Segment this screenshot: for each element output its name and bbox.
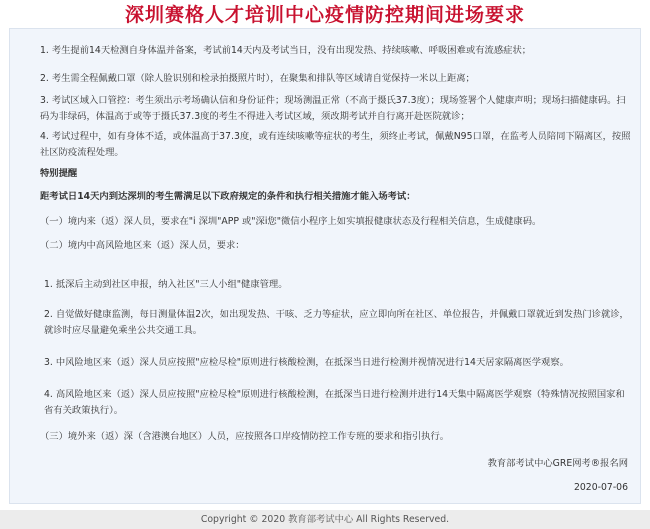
page-title: 深圳赛格人才培训中心疫情防控期间进场要求 — [124, 4, 525, 26]
sub-item-1: 1. 抵深后主动到社区申报，纳入社区"三人小组"健康管理。 — [44, 279, 288, 290]
case-domestic: （一）境内来（返）深人员，要求在"i 深圳"APP 或"深i您"微信小程序上如实填报健康状态及行程相关信息，生成健康码。 — [40, 216, 542, 227]
footer-copyright: Copyright © 2020 教育部考试中心 All Rights Reserved. — [0, 510, 650, 529]
sub-item-4: 4. 高风险地区来（返）深人员应按照"应检尽检"原则进行核酸检测，在抵深当日进行检测并进行14天集中隔离医学观察（特殊情况按照国家和省有关政策执行）。 — [44, 389, 625, 416]
item-3: 3. 考试区域入口管控：考生须出示考场确认信和身份证件；现场测温正常（不高于摄氏37.3度）；现场签署个人健康声明；现场扫描健康码。扫码为非绿码，体温高于或等于摄氏37.3度的考生不得进入考试区域，须改期考试并自行离开赴医院就诊； — [40, 95, 626, 122]
date: 2020-07-06 — [573, 482, 628, 493]
item-4: 4. 考试过程中，如有身体不适，或体温高于37.3度，或有连续咳嗽等症状的考生，须终止考试，佩戴N95口罩，在监考人员陪同下隔离区，按照社区防疫流程处理。 — [40, 131, 631, 158]
item-2: 2. 考生需全程佩戴口罩（除人脸识别和检录拍摄照片时），在聚集和排队等区域请自觉保持一米以上距离； — [40, 73, 475, 84]
notice-panel — [9, 28, 641, 504]
case-overseas: （三）境外来（返）深（含港澳台地区）人员，应按照各口岸疫情防控工作专班的要求和指引执行。 — [40, 431, 450, 442]
case-high-risk: （二）境内中高风险地区来（返）深人员，要求： — [40, 240, 245, 251]
item-1: 1. 考生提前14天检测自身体温并备案，考试前14天内及考试当日，没有出现发热、持续咳嗽、呼吸困难或有流感症状； — [40, 45, 532, 56]
sub-item-3: 3. 中风险地区来（返）深人员应按照"应检尽检"原则进行核酸检测，在抵深当日进行检测并视情况进行14天居家隔离医学观察。 — [44, 357, 569, 368]
requirement-intro: 距考试日14天内到达深圳的考生需满足以下政府规定的条件和执行相关措施才能入场考试： — [40, 191, 416, 202]
sub-item-2: 2. 自觉做好健康监测，每日测量体温2次，如出现发热、干咳、乏力等症状，应立即向所在社区、单位报告，并佩戴口罩就近到发热门诊就诊，就诊时应尽量避免乘坐公共交通工具。 — [44, 309, 629, 336]
special-heading: 特别提醒 — [40, 168, 78, 179]
signature: 教育部考试中心GRE网考®报名网 — [487, 458, 628, 469]
